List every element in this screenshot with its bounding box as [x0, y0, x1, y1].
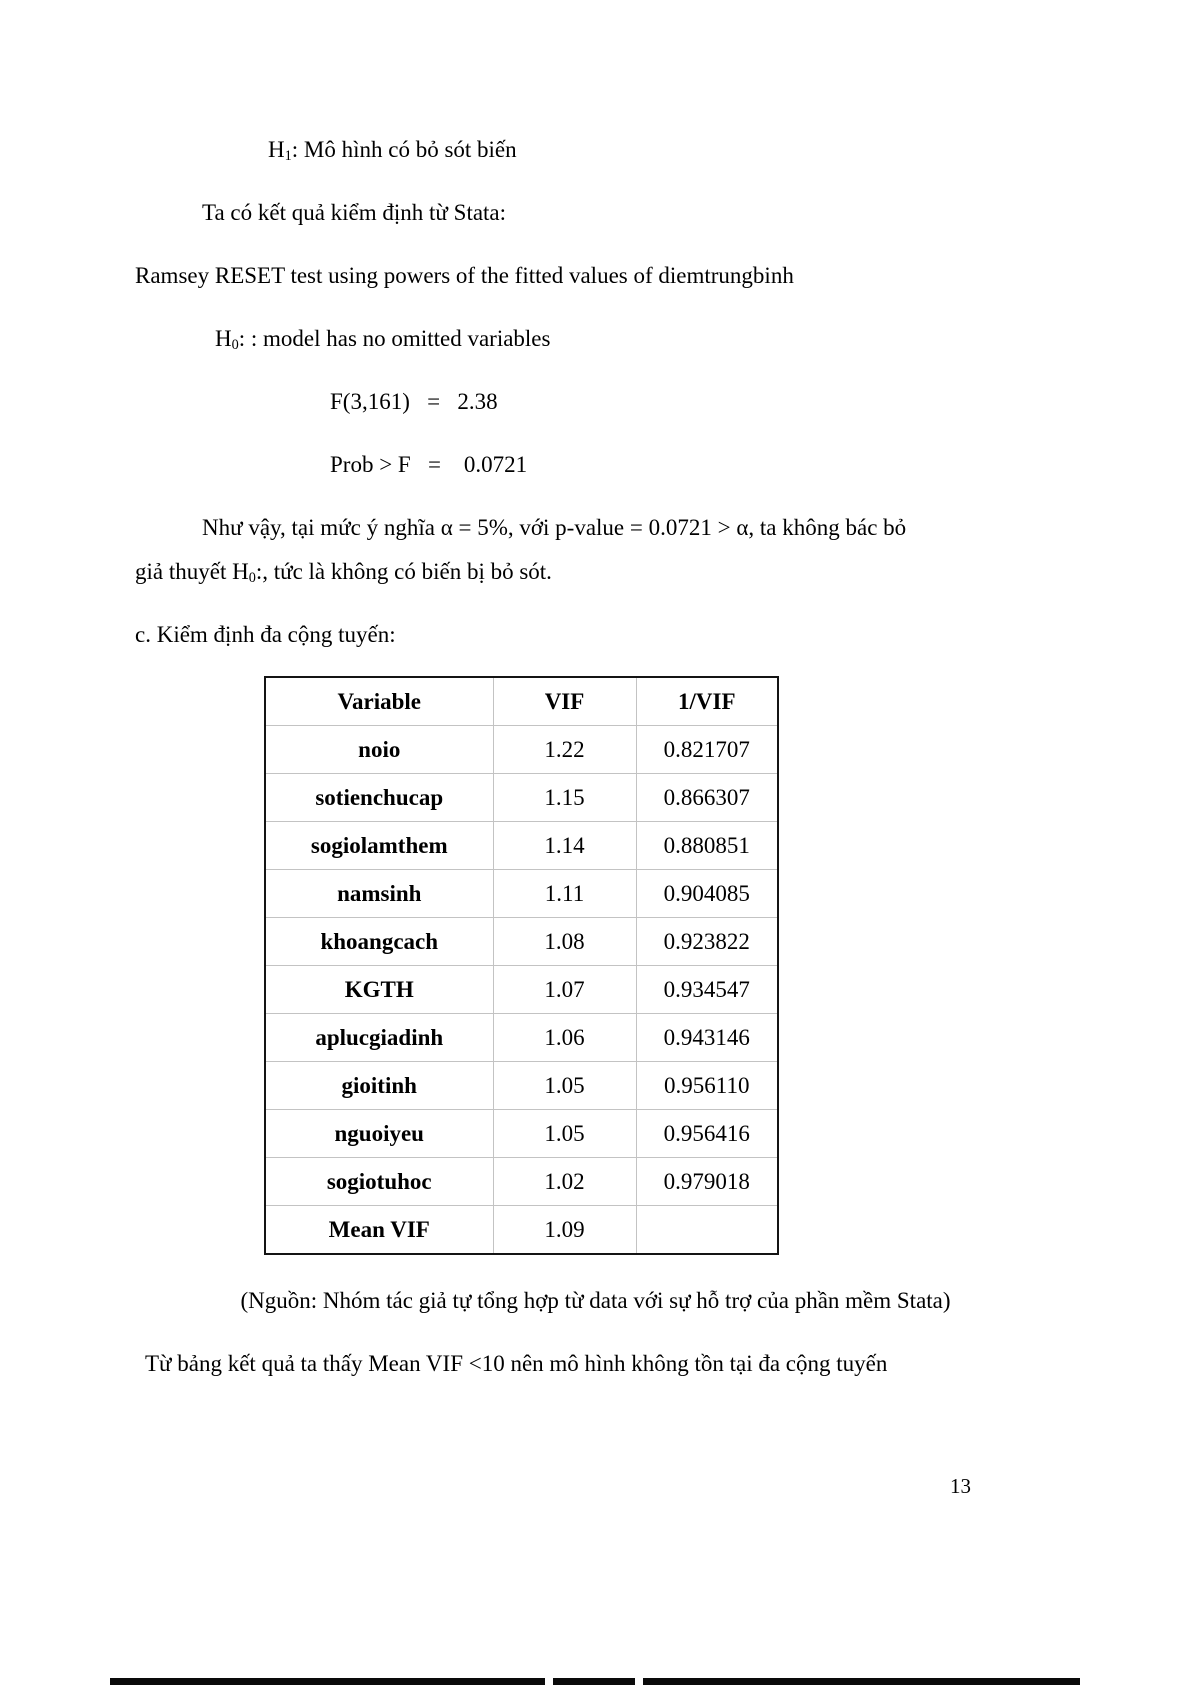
vif-cell: 1.09: [493, 1206, 636, 1255]
variable-cell: sotienchucap: [265, 774, 493, 822]
conclusion-paragraph: [135, 506, 1056, 594]
table-row: [265, 822, 778, 870]
next-page-edge-gap: [635, 1678, 643, 1685]
inv-vif-cell: 0.956110: [636, 1062, 778, 1110]
next-page-edge-gap: [545, 1678, 553, 1685]
vif-cell: 1.11: [493, 870, 636, 918]
table-row: [265, 1110, 778, 1158]
col-header-vif: VIF: [493, 677, 636, 726]
h1-subscript: 1: [284, 147, 292, 164]
inv-vif-cell: 0.934547: [636, 966, 778, 1014]
conclusion-line2-pre: giả thuyết H: [135, 559, 249, 584]
h0-base: H: [215, 326, 232, 351]
variable-cell: gioitinh: [265, 1062, 493, 1110]
variable-cell: namsinh: [265, 870, 493, 918]
h1-base: H: [268, 137, 285, 162]
next-page-edge-segment: [110, 1678, 545, 1685]
col-header-inv-vif: 1/VIF: [636, 677, 778, 726]
table-row: [265, 1014, 778, 1062]
variable-cell: khoangcach: [265, 918, 493, 966]
inv-vif-cell: 0.866307: [636, 774, 778, 822]
section-c-heading: c. Kiểm định đa cộng tuyến:: [135, 622, 396, 647]
inv-vif-cell: 0.956416: [636, 1110, 778, 1158]
variable-cell: noio: [265, 726, 493, 774]
table-row: [265, 1158, 778, 1206]
inv-vif-cell: [636, 1206, 778, 1255]
variable-cell: KGTH: [265, 966, 493, 1014]
vif-cell: 1.15: [493, 774, 636, 822]
inv-vif-cell: 0.923822: [636, 918, 778, 966]
conclusion-line1: Như vậy, tại mức ý nghĩa α = 5%, với p-value = 0.0721 > α, ta không bác bỏ: [202, 515, 907, 540]
vif-cell: 1.14: [493, 822, 636, 870]
table-row: [265, 774, 778, 822]
h1-text: : Mô hình có bỏ sót biến: [291, 137, 517, 162]
vif-cell: 1.05: [493, 1110, 636, 1158]
col-header-variable: Variable: [265, 677, 493, 726]
table-row: [265, 726, 778, 774]
table-header-row: [265, 677, 778, 726]
hypothesis-h0-line: [135, 317, 1056, 361]
variable-cell: sogiotuhoc: [265, 1158, 493, 1206]
vif-cell: 1.06: [493, 1014, 636, 1062]
inv-vif-cell: 0.904085: [636, 870, 778, 918]
page-number: 13: [950, 1474, 971, 1498]
f-statistic-line: F(3,161) = 2.38: [330, 389, 498, 414]
h0-text: : : model has no omitted variables: [238, 326, 551, 351]
stata-intro-line: Ta có kết quả kiểm định từ Stata:: [202, 200, 507, 225]
vif-cell: 1.02: [493, 1158, 636, 1206]
vif-table: [264, 676, 779, 1255]
vif-cell: 1.05: [493, 1062, 636, 1110]
vif-table-body: [265, 726, 778, 1255]
next-page-edge-segment: [553, 1678, 635, 1685]
source-caption: (Nguồn: Nhóm tác giả tự tổng hợp từ data với sự hỗ trợ của phần mềm Stata): [240, 1288, 951, 1313]
conclusion-line2-post: :, tức là không có biến bị bỏ sót.: [255, 559, 552, 584]
table-row: [265, 1062, 778, 1110]
next-page-edge: [110, 1678, 1080, 1685]
vif-cell: 1.07: [493, 966, 636, 1014]
hypothesis-h1-line: [135, 128, 1056, 172]
inv-vif-cell: 0.943146: [636, 1014, 778, 1062]
variable-cell: nguoiyeu: [265, 1110, 493, 1158]
ramsey-test-line: Ramsey RESET test using powers of the fitted values of diemtrungbinh: [135, 263, 794, 288]
inv-vif-cell: 0.821707: [636, 726, 778, 774]
final-conclusion-line: Từ bảng kết quả ta thấy Mean VIF <10 nên mô hình không tồn tại đa cộng tuyến: [145, 1351, 888, 1376]
table-row: [265, 1206, 778, 1255]
h0-subscript: 0: [231, 336, 239, 353]
table-row: [265, 918, 778, 966]
table-row: [265, 966, 778, 1014]
variable-cell: Mean VIF: [265, 1206, 493, 1255]
variable-cell: sogiolamthem: [265, 822, 493, 870]
variable-cell: aplucgiadinh: [265, 1014, 493, 1062]
next-page-edge-segment: [643, 1678, 1080, 1685]
inv-vif-cell: 0.880851: [636, 822, 778, 870]
prob-f-line: Prob > F = 0.0721: [330, 452, 528, 477]
conclusion-h0-subscript: 0: [248, 569, 256, 586]
vif-cell: 1.22: [493, 726, 636, 774]
inv-vif-cell: 0.979018: [636, 1158, 778, 1206]
table-row: [265, 870, 778, 918]
vif-cell: 1.08: [493, 918, 636, 966]
